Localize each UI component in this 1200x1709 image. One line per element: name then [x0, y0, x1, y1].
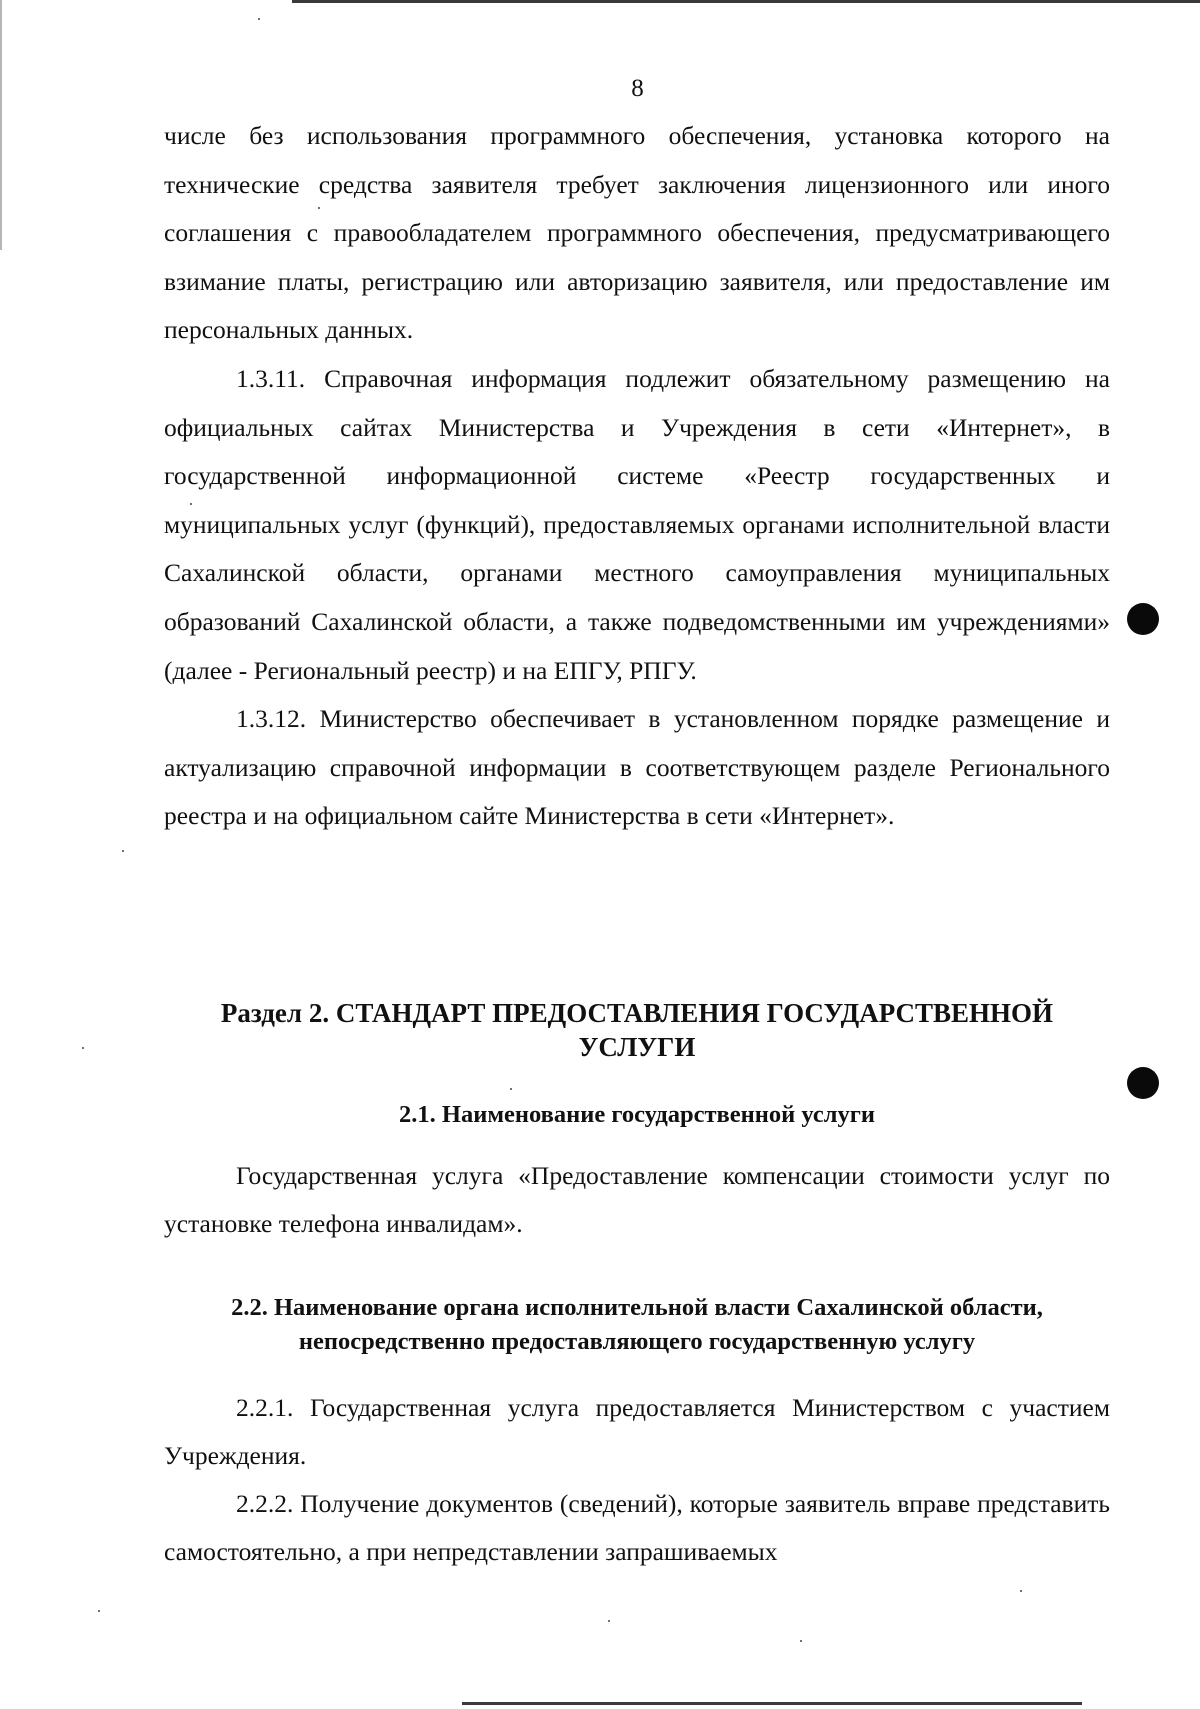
paragraph-1-3-11: 1.3.11. Справочная информация подлежит обязательному размещению на официальных сайтах Министерства и Учреждения в сети «Интернет», в государственной информационной системе «Реестр государственных и муниципальных услуг (функций), предоставляемых органами исполнительной власти Сахалинской области, органами местного самоуправления муниципальных образований Сахалинской области, а также подведомственными им учреждениями» (далее - Региональный реестр) и на ЕПГУ, РПГУ.: [164, 363, 1110, 685]
scan-speck: [258, 18, 260, 20]
scan-border-bottom: [462, 1702, 1082, 1705]
scan-speck: [608, 1620, 610, 1622]
scan-speck: [190, 503, 192, 505]
subsection-2-2-heading-line-1: 2.2. Наименование органа исполнительной власти Сахалинской области,: [231, 1294, 1043, 1321]
subsection-2-2-heading: [164, 1291, 1110, 1359]
punch-hole-mark: [1127, 1067, 1159, 1099]
scan-border-left: [0, 0, 2, 250]
section-heading-line-2: УСЛУГИ: [578, 1032, 696, 1062]
scan-speck: [800, 1640, 802, 1642]
scan-speck: [1020, 1590, 1022, 1592]
punch-hole-mark: [1127, 603, 1159, 635]
subsection-2-2-heading-line-2: непосредственно предоставляющего государственную услугу: [298, 1328, 976, 1355]
paragraph-2-2-1: 2.2.1. Государственная услуга предоставляется Министерством с участием Учреждения.: [164, 1393, 1110, 1470]
section-heading-line-1: Раздел 2. СТАНДАРТ ПРЕДОСТАВЛЕНИЯ ГОСУДАРСТВЕННОЙ: [220, 998, 1054, 1028]
paragraph-2-2-2: 2.2.2. Получение документов (сведений), которые заявитель вправе представить самостоятельно, а при непредставлении запрашиваемых: [164, 1489, 1110, 1566]
subsection-2-2-body: [164, 1384, 1110, 1576]
section-2-heading: [164, 996, 1110, 1064]
paragraph-1-3-12: 1.3.12. Министерство обеспечивает в установленном порядке размещение и актуализацию справочной информации в соответствующем разделе Регионального реестра и на официальном сайте Министерства в сети «Интернет».: [164, 704, 1110, 831]
paragraph-2-1: Государственная услуга «Предоставление компенсации стоимости услуг по установке телефона инвалидам».: [164, 1161, 1110, 1238]
body-text-top: [164, 112, 1110, 841]
subsection-2-1-heading: 2.1. Наименование государственной услуги: [399, 1101, 875, 1128]
paragraph-continuation: числе без использования программного обеспечения, установка которого на технические средства заявителя требует заключения лицензионного или иного соглашения с правообладателем программного обеспечения, предусматривающего взимание платы, регистрацию или авторизацию заявителя, или предоставление им персональных данных.: [164, 121, 1110, 345]
page-number: 8: [631, 75, 644, 102]
scan-speck: [98, 1610, 100, 1612]
scan-speck: [82, 1047, 84, 1049]
scan-speck: [510, 1088, 512, 1090]
scan-speck: [122, 850, 124, 852]
scan-speck: [318, 207, 320, 209]
scan-border-top: [292, 0, 1200, 3]
subsection-2-1-body: [164, 1152, 1110, 1248]
